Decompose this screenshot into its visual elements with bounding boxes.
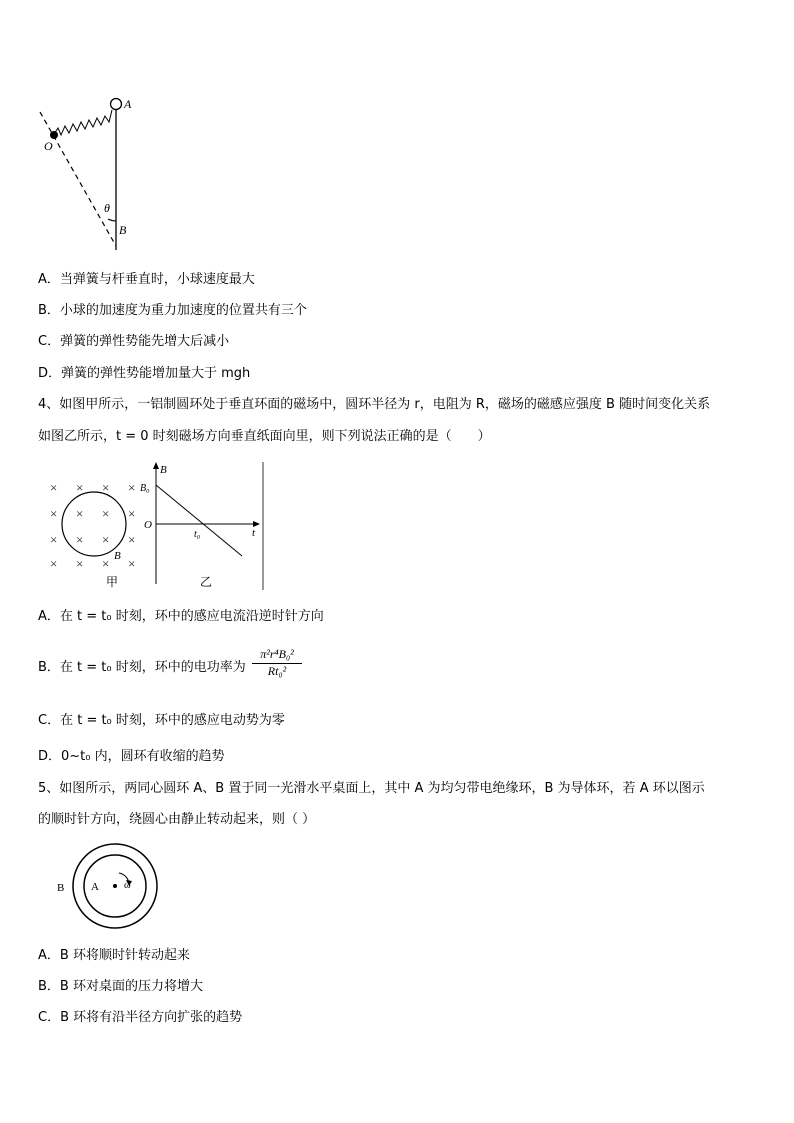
fraction-denominator: Rt₀²	[267, 664, 287, 678]
svg-text:×: ×	[102, 556, 110, 571]
ball	[50, 131, 58, 139]
svg-text:×: ×	[102, 532, 110, 547]
svg-text:×: ×	[128, 532, 136, 547]
t0-label: t₀	[194, 529, 201, 540]
angle-arc	[108, 219, 116, 221]
svg-text:×: ×	[128, 506, 136, 521]
figure-q5	[55, 840, 165, 935]
ring-label-b: B	[114, 550, 121, 562]
svg-text:×: ×	[102, 480, 110, 495]
svg-text:×: ×	[50, 556, 58, 571]
label-b: B	[119, 223, 127, 237]
ring-a-label: A	[91, 881, 99, 893]
svg-text:×: ×	[128, 480, 136, 495]
center-dot	[113, 884, 117, 888]
b-t-line	[156, 485, 242, 556]
cross-grid	[50, 480, 135, 571]
q3-option-b: B．小球的加速度为重力加速度的位置共有三个	[38, 303, 307, 318]
q4-stem-line1: 4、如图甲所示，一铝制圆环处于垂直环面的磁场中，圆环半径为 r，电阻为 R，磁场的磁感应强度 B 随时间变化关系	[38, 397, 711, 412]
svg-text:×: ×	[76, 556, 84, 571]
ring-a	[111, 99, 122, 110]
svg-text:×: ×	[102, 506, 110, 521]
q5-option-c: C．B 环将有沿半径方向扩张的趋势	[38, 1010, 243, 1025]
svg-text:×: ×	[50, 480, 58, 495]
axis-b-label: B	[160, 464, 167, 476]
q3-option-c: C．弹簧的弹性势能先增大后减小	[38, 334, 230, 349]
b0-label: B₀	[140, 483, 150, 494]
label-theta: θ	[104, 201, 110, 215]
q4-option-d: D．0~t₀ 内，圆环有收缩的趋势	[38, 749, 225, 764]
q4-option-c: C．在 t = t₀ 时刻，环中的感应电动势为零	[38, 713, 285, 728]
q3-option-d: D．弹簧的弹性势能增加量大于 mgh	[38, 366, 251, 381]
label-yi: 乙	[200, 575, 213, 589]
svg-text:×: ×	[76, 480, 84, 495]
spring	[54, 110, 112, 135]
svg-text:×: ×	[50, 506, 58, 521]
q5-option-b: B．B 环对桌面的压力将增大	[38, 979, 203, 994]
figure-q4	[40, 458, 270, 593]
q4-option-a: A．在 t = t₀ 时刻，环中的感应电流沿逆时针方向	[38, 609, 324, 624]
omega-label: ω	[124, 880, 131, 891]
svg-text:×: ×	[76, 532, 84, 547]
q4-option-b: B．在 t = t₀ 时刻，环中的电功率为	[38, 660, 246, 675]
fraction-numerator: π²r⁴B₀²	[252, 647, 302, 664]
label-jia: 甲	[106, 575, 119, 589]
figure-spring-rod	[30, 88, 150, 258]
origin-label: O	[144, 519, 152, 531]
svg-text:×: ×	[76, 506, 84, 521]
b-axis-arrow	[153, 462, 159, 469]
q5-option-a: A．B 环将顺时针转动起来	[38, 948, 190, 963]
label-a: A	[124, 97, 132, 111]
q5-stem-line2: 的顺时针方向，绕圆心由静止转动起来，则（ ）	[38, 812, 316, 827]
ring-b-label: B	[57, 882, 65, 894]
svg-text:×: ×	[50, 532, 58, 547]
q4-stem-line2: 如图乙所示，t = 0 时刻磁场方向垂直纸面向里，则下列说法正确的是（ ）	[38, 429, 491, 444]
q3-option-a: A．当弹簧与杆垂直时，小球速度最大	[38, 272, 255, 287]
power-fraction	[252, 647, 302, 679]
aluminum-ring	[62, 492, 126, 556]
label-o: O	[44, 139, 53, 153]
q5-stem-line1: 5、如图所示，两同心圆环 A、B 置于同一光滑水平桌面上，其中 A 为均匀带电绝缘环，B 为导体环，若 A 环以图示	[38, 781, 705, 796]
svg-text:×: ×	[128, 556, 136, 571]
axis-t-label: t	[252, 527, 256, 539]
